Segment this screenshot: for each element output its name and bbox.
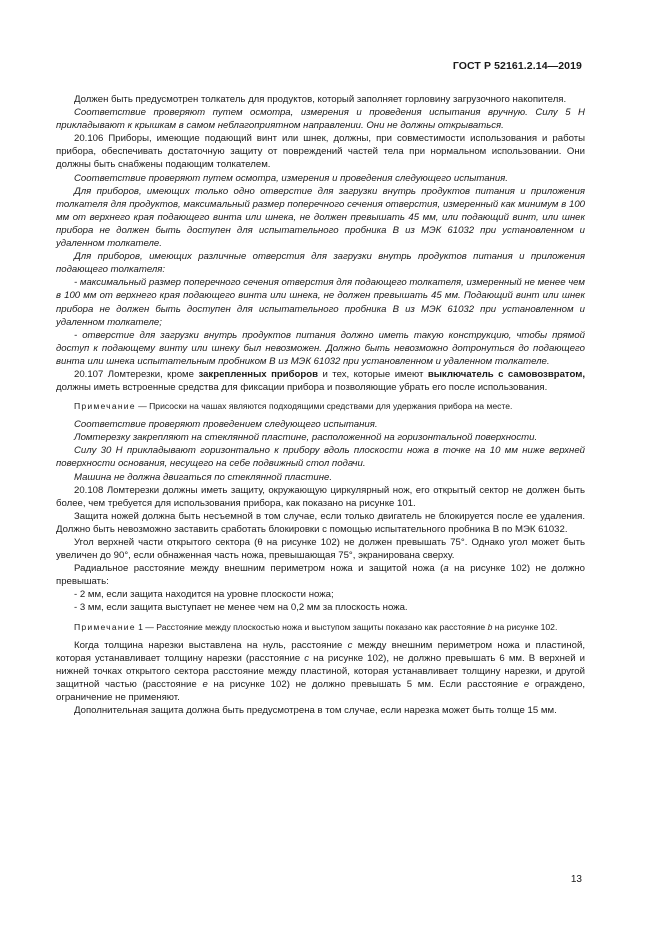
note-text: 1 — Расстояние между плоскостью ножа и выступом защиты показано как расстояние (135, 621, 488, 632)
variable: c (347, 639, 353, 651)
defined-term: выключатель с самовозвратом, (427, 368, 585, 380)
variable: a (443, 563, 449, 575)
clause-20-106: 20.106 Приборы, имеющие подающий винт или шнек, должны, при совместимости использования и работы прибора, обеспечивать достаточную защиту от повреждений частей тела при нормальном использовании. Они должны быть снабжены подающим толкателем. (56, 133, 585, 171)
text-run: Когда толщина нарезки выставлена на нуль, расстояние (74, 639, 348, 651)
note-text: на рисунке 102. (492, 621, 558, 632)
paragraph: Для приборов, имеющих различные отверстия для загрузки внутрь продуктов питания и приложения подающего толкателя: (56, 251, 585, 276)
paragraph: Соответствие проверяют путем осмотра, измерения и проведения испытания вручную. Силу 5 Н прикладывают к крышкам в самом неблагоприятном направлении. Они не должны открываться. (56, 107, 585, 132)
variable: e (523, 678, 530, 690)
list-item: - 3 мм, если защита выступает не менее чем на 0,2 мм за плоскость ножа. (74, 602, 408, 614)
defined-term: закрепленных приборов (198, 368, 319, 380)
text-run: на рисунке 102) не должно превышать 5 мм. Если расстояние (207, 678, 524, 690)
paragraph: Ломтерезку закрепляют на стеклянной пластине, расположенной на горизонтальной поверхности. (74, 432, 538, 444)
note (56, 621, 585, 633)
text-run: 20.107 Ломтерезки, кроме (74, 368, 199, 380)
paragraph: Дополнительная защита должна быть предусмотрена в том случае, если нарезка может быть толще 15 мм. (74, 705, 557, 717)
paragraph: Должен быть предусмотрен толкатель для продуктов, который заполняет горловину загрузочного накопителя. (74, 94, 567, 105)
note (56, 400, 585, 412)
paragraph (56, 639, 585, 704)
note-label: Примечание (74, 621, 136, 632)
list-item: - отверстие для загрузки внутрь продуктов питания должно иметь такую конструкцию, чтобы прямой доступ к подающему винту или шнеку был невозможен. Должно быть невозможно дотронуться до подающего винта или шнека испытательным пробником В из МЭК 61032 при установленном и удаленном толкателе. (56, 329, 585, 367)
paragraph: Машина не должна двигаться по стеклянной пластине. (74, 471, 333, 483)
paragraph: Соответствие проверяют проведением следующего испытания. (74, 419, 378, 431)
text-run: между внешним периметром ножа и пластиной, которая устанавливает толщину нарезки (расстояние (56, 639, 585, 664)
text-run: ограждено, ограничение не применяют. (56, 678, 586, 703)
paragraph: Защита ножей должна быть несъемной в том случае, если только двигатель не блокируется после ее удаления. Должно быть невозможно заставить сработать блокировки с помощью испытательного пробника В по МЭК 61032. (56, 510, 585, 535)
paragraph (56, 562, 585, 588)
text-run: и тех, которые имеют (318, 368, 428, 380)
variable: b (487, 621, 493, 632)
text-run: на рисунке 102) не должно превышать: (56, 563, 586, 588)
paragraph: Соответствие проверяют путем осмотра, измерения и проведения следующего испытания. (74, 172, 508, 184)
variable: c (304, 652, 310, 664)
note-label: Примечание (74, 401, 136, 412)
list-item: - максимальный размер поперечного сечения отверстия для подающего толкателя, измеренный не менее чем в 100 мм от верхнего края подающего винта или шнека, не должен превышать 45 мм. Подающий винт или шнек прибора не должен быть доступен для испытательного пробника В из МЭК 61032 при установленном и удаленном толкателе; (56, 277, 585, 328)
note-text: — Присоски на чашах являются подходящими средствами для удержания прибора на месте. (135, 401, 513, 412)
text-run: Радиальное расстояние между внешним периметром ножа и защитой ножа ( (74, 563, 444, 575)
clause-20-108: 20.108 Ломтерезки должны иметь защиту, окружающую циркулярный нож, его открытый сектор не должен быть более, чем требуется для использования прибора, как показано на рисунке 101. (56, 484, 585, 509)
page-number: 13 (570, 874, 582, 885)
paragraph: Угол верхней части открытого сектора (θ на рисунке 102) не должен превышать 75°. Однако угол может быть увеличен до 90°, если обнаженная часть ножа, превышающая 75°, экранирована сверху. (56, 537, 585, 562)
clause-20-107 (56, 368, 585, 394)
paragraph: Силу 30 Н прикладывают горизонтально к прибору вдоль плоскости ножа в точке на 10 мм ниже верхней поверхности основания, несущего на себе подвижный стол подачи. (56, 445, 585, 470)
paragraph: Для приборов, имеющих только одно отверстие для загрузки внутрь продуктов питания и приложения толкателя для продуктов, максимальный размер поперечного сечения отверстия, измеренный как минимум в 100 мм от верхнего края подающего винта или шнека, не должен превышать 45 мм, или подающий винт, или шнек прибора не должен быть доступен для испытательного пробника В из МЭК 61032 при установленном и удаленном толкателе. (56, 185, 585, 250)
text-run: должны иметь встроенные средства для фиксации прибора и позволяющие убрать его после использования. (56, 382, 548, 394)
document-body (56, 93, 585, 717)
text-run: на рисунке 102), не должно превышать 6 мм. В верхней и нижней точках открытого сектора расстояние между пластиной, которая устанавливает толщину нарезки, и другой защитной частью (расстояние (56, 652, 585, 690)
variable: e (202, 678, 208, 690)
document-header: ГОСТ Р 52161.2.14—2019 (452, 60, 582, 72)
list-item: - 2 мм, если защита находится на уровне плоскости ножа; (74, 589, 334, 601)
